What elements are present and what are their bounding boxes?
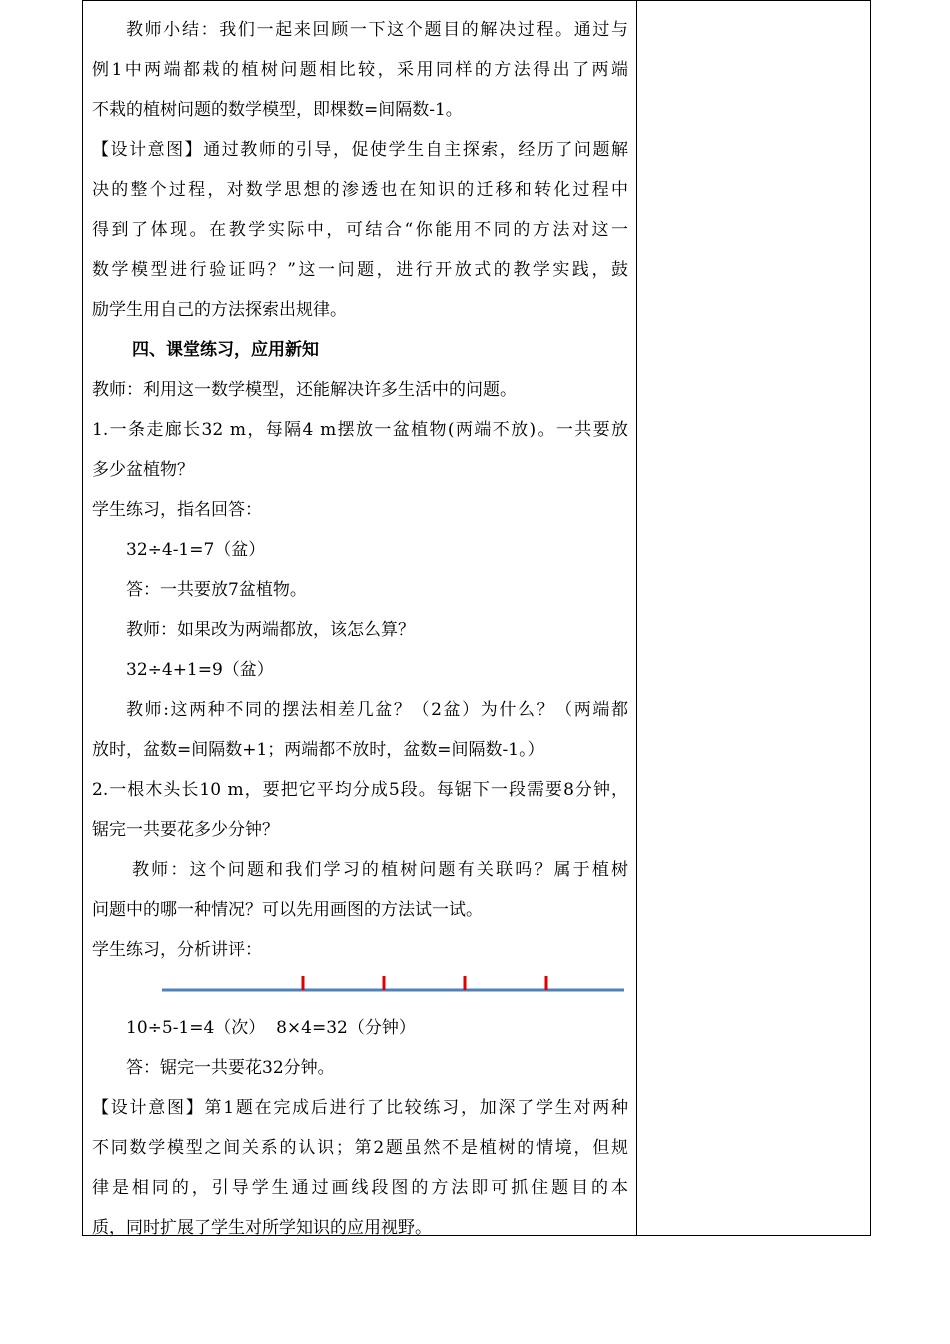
design-intent-2-line-4: 质，同时扩展了学生对所学知识的应用视野。 (92, 1218, 432, 1238)
design-intent-2-line-1: 【设计意图】第1题在完成后进行了比较练习，加深了学生对两种 (92, 1098, 628, 1118)
segment-diagram-svg (162, 974, 627, 1004)
design-intent-2-line-3: 律是相同的，引导学生通过画线段图的方法即可抓住题目的本 (92, 1178, 628, 1198)
lesson-content (92, 10, 628, 1248)
question-2-calc: 10÷5-1=4（次） 8×4=32（分钟） (126, 1018, 416, 1038)
summary-line-3: 不栽的植树问题的数学模型，即棵数=间隔数-1。 (92, 100, 463, 120)
question-2-practice: 学生练习，分析讲评： (92, 940, 262, 960)
question-2-answer: 答：锯完一共要花32分钟。 (126, 1058, 335, 1078)
question-2-teacher-line-1: 教师：这个问题和我们学习的植树问题有关联吗？属于植树 (132, 860, 628, 880)
question-1-calc-1: 32÷4-1=7（盆） (126, 540, 266, 560)
question-2-line-1: 2.一根木头长10 m，要把它平均分成5段。每锯下一段需要8分钟， (92, 780, 628, 800)
design-intent-1-line-2: 决的整个过程，对数学思想的渗透也在知识的迁移和转化过程中 (92, 180, 628, 200)
summary-line-1: 教师小结：我们一起来回顾一下这个题目的解决过程。通过与 (126, 20, 628, 40)
segment-diagram (92, 970, 628, 1008)
teacher-intro: 教师：利用这一数学模型，还能解决许多生活中的问题。 (92, 380, 517, 400)
question-2-teacher-line-2: 问题中的哪一种情况？可以先用画图的方法试一试。 (92, 900, 483, 920)
question-1-compare-line-1: 教师:这两种不同的摆法相差几盆？（2盆）为什么？（两端都 (126, 700, 628, 720)
question-1-answer: 答：一共要放7盆植物。 (126, 580, 307, 600)
design-intent-2-line-2: 不同数学模型之间关系的认识；第2题虽然不是植树的情境，但规 (92, 1138, 628, 1158)
question-2-line-2: 锯完一共要花多少分钟？ (92, 820, 279, 840)
design-intent-1-line-5: 励学生用自己的方法探索出规律。 (92, 300, 347, 320)
question-1-line-1: 1.一条走廊长32 m，每隔4 m摆放一盆植物(两端不放)。一共要放 (92, 420, 628, 440)
design-intent-1-line-1: 【设计意图】通过教师的引导，促使学生自主探索，经历了问题解 (92, 140, 628, 160)
question-1-practice: 学生练习，指名回答： (92, 500, 262, 520)
section-heading: 四、课堂练习，应用新知 (132, 340, 319, 360)
summary-line-2: 例1中两端都栽的植树问题相比较，采用同样的方法得出了两端 (92, 60, 628, 80)
question-1-teacher: 教师：如果改为两端都放，该怎么算？ (126, 620, 415, 640)
question-1-calc-2: 32÷4+1=9（盆） (126, 660, 274, 680)
column-divider (636, 0, 637, 1236)
design-intent-1-line-4: 数学模型进行验证吗？”这一问题，进行开放式的教学实践，鼓 (92, 260, 628, 280)
question-1-line-2: 多少盆植物？ (92, 460, 194, 480)
design-intent-1-line-3: 得到了体现。在教学实际中，可结合“你能用不同的方法对这一 (92, 220, 628, 240)
question-1-compare-line-2: 放时，盆数=间隔数+1；两端都不放时，盆数=间隔数-1。） (92, 740, 545, 760)
